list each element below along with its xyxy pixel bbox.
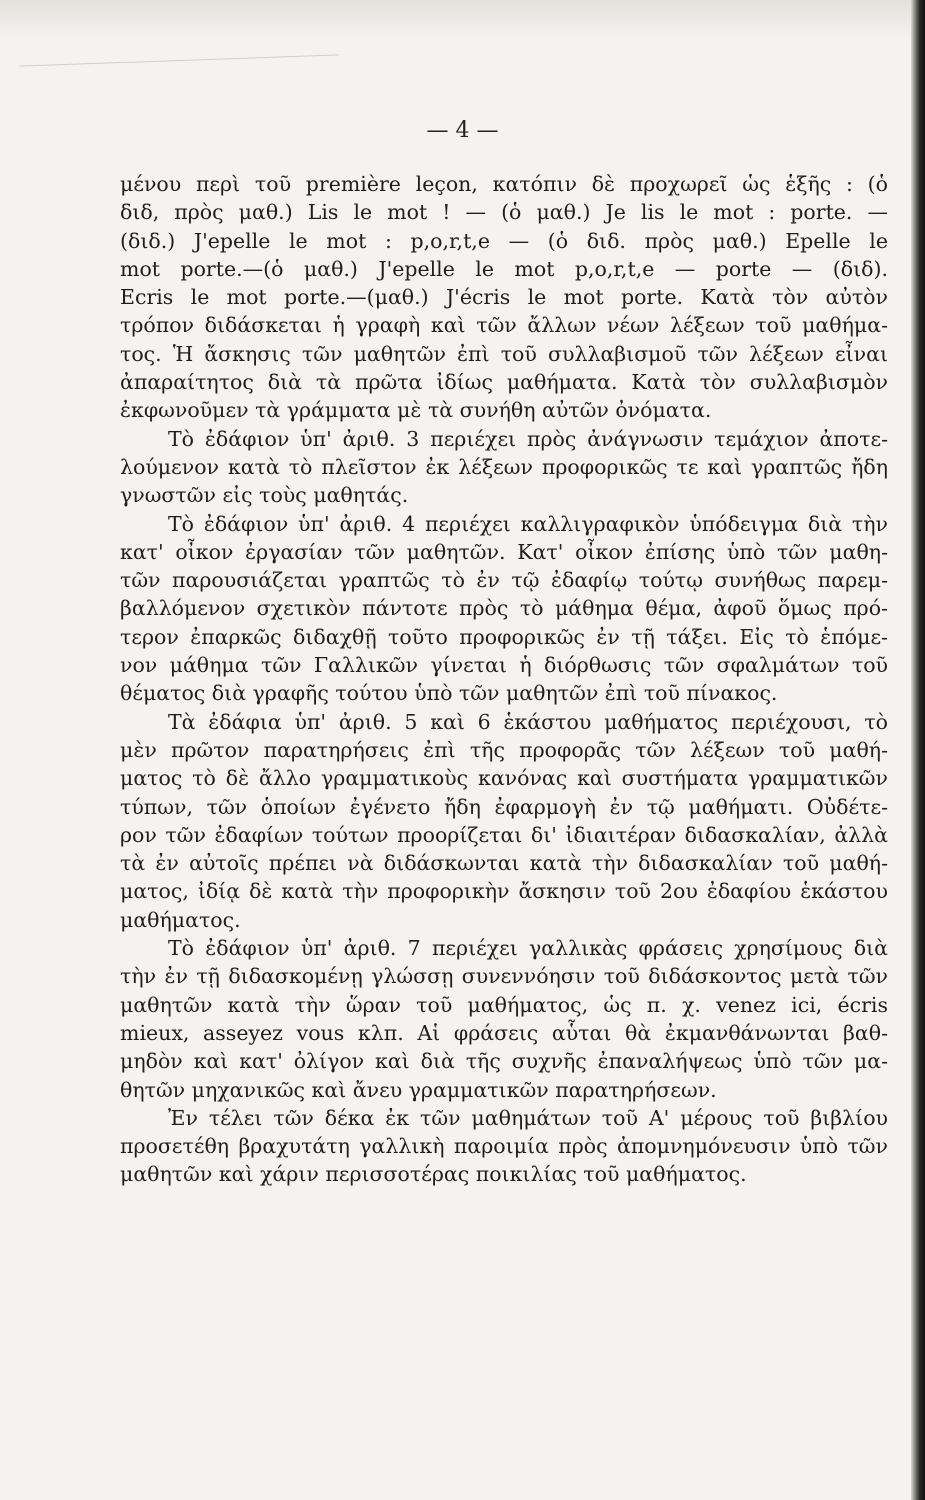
text-line: μὲν πρῶτον παρατηρήσεις ἐπὶ τῆς προφορᾶς τῶν λέξεων τοῦ μαθή- [120, 737, 888, 762]
text-line: προσετέθη βραχυτάτη γαλλικὴ παροιμία πρὸς ἀπομνημόνευσιν ὑπὸ τῶν [120, 1134, 888, 1159]
page-right-edge [911, 0, 925, 1500]
text-line: κατ' οἶκον ἐργασίαν τῶν μαθητῶν. Κατ' οἶκον ἐπίσης ὑπὸ τῶν μαθη- [120, 539, 888, 564]
paper-fold-mark [19, 54, 340, 106]
text-line: τὴν ἐν τῇ διδασκομένῃ γλώσσῃ συνεννόησιν τοῦ διδάσκοντος μετὰ τῶν [120, 964, 888, 989]
text-line: θέματος διὰ γραφῆς τούτου ὑπὸ τῶν μαθητῶν ἐπὶ τοῦ πίνακος. [120, 681, 778, 706]
text-line: τρόπον διδάσκεται ἡ γραφὴ καὶ τῶν ἄλλων νέων λέξεων τοῦ μαθήμα- [120, 313, 888, 338]
text-line: Ἐν τέλει τῶν δέκα ἐκ τῶν μαθημάτων τοῦ Α' μέρους τοῦ βιβλίου [168, 1105, 888, 1130]
body-text [120, 170, 888, 1189]
text-line: λούμενον κατὰ τὸ πλεῖστον ἐκ λέξεων προφορικῶς τε καὶ γραπτῶς ἤδη [120, 454, 888, 479]
text-line: ρον τῶν ἐδαφίων τούτων προορίζεται δι' ἰδιαιτέραν διδασκαλίαν, ἀλλὰ [120, 822, 888, 847]
text-line: Τὸ ἐδάφιον ὑπ' ἀριθ. 4 περιέχει καλλιγραφικὸν ὑπόδειγμα διὰ τὴν [168, 511, 888, 536]
text-line: διδ, πρὸς μαθ.) Lis le mot ! — (ὁ μαθ.) Je lis le mot : porte. — [120, 200, 888, 225]
text-line: μαθήματος. [120, 907, 241, 932]
text-line: (διδ.) J'epelle le mot : p,o,r,t,e — (ὁ διδ. πρὸς μαθ.) Epelle le [120, 228, 888, 253]
text-line: μαθητῶν καὶ χάριν περισσοτέρας ποικιλίας τοῦ μαθήματος. [120, 1162, 747, 1187]
text-line: μηδὸν καὶ κατ' ὀλίγον καὶ διὰ τῆς συχνῆς ἐπαναλήψεως ὑπὸ τῶν μα- [120, 1049, 888, 1074]
text-line: τὰ ἐν αὐτοῖς πρέπει νὰ διδάσκωνται κατὰ τὴν διδασκαλίαν τοῦ μαθή- [120, 851, 888, 876]
page-top-shadow [0, 0, 925, 40]
text-line: Τὸ ἐδάφιον ὑπ' ἀριθ. 3 περιέχει πρὸς ἀνάγνωσιν τεμάχιον ἀποτε- [168, 426, 888, 451]
text-line: τος. Ἡ ἄσκησις τῶν μαθητῶν ἐπὶ τοῦ συλλαβισμοῦ τῶν λέξεων εἶναι [120, 341, 888, 366]
text-line: ἀπαραίτητος διὰ τὰ πρῶτα ἰδίως μαθήματα. Κατὰ τὸν συλλαβισμὸν [120, 370, 888, 395]
text-line: βαλλόμενον σχετικὸν πάντοτε πρὸς τὸ μάθημα θέμα, ἀφοῦ ὅμως πρό- [120, 596, 888, 621]
page-number: — 4 — [426, 118, 499, 143]
text-line: Τὸ ἐδάφιον ὑπ' ἀριθ. 7 περιέχει γαλλικὰς φράσεις χρησίμους διὰ [168, 936, 888, 961]
text-line: mieux, asseyez vous κλπ. Αἱ φράσεις αὗται θὰ ἐκμανθάνωνται βαθ- [120, 1020, 888, 1045]
text-line: τερον ἐπαρκῶς διδαχθῇ τοῦτο προφορικῶς ἐν τῇ τάξει. Εἰς τὸ ἑπόμε- [120, 624, 888, 649]
text-line: ματος τὸ δὲ ἄλλο γραμματικοὺς κανόνας καὶ συστήματα γραμματικῶν [120, 766, 888, 791]
text-line: γνωστῶν εἰς τοὺς μαθητάς. [120, 483, 409, 508]
text-line: νον μάθημα τῶν Γαλλικῶν γίνεται ἡ διόρθωσις τῶν σφαλμάτων τοῦ [120, 653, 888, 678]
text-line: τύπων, τῶν ὁποίων ἐγένετο ἤδη ἐφαρμογὴ ἐν τῷ μαθήματι. Οὐδέτε- [120, 794, 888, 819]
text-line: τῶν παρουσιάζεται γραπτῶς τὸ ἐν τῷ ἐδαφίῳ τούτῳ συνήθως παρεμ- [120, 568, 888, 593]
text-line: mot porte.—(ὁ μαθ.) J'epelle le mot p,o,r,t,e — porte — (διδ). [120, 256, 888, 281]
text-line: μαθητῶν κατὰ τὴν ὥραν τοῦ μαθήματος, ὡς π. χ. venez ici, écris [120, 992, 888, 1017]
text-line: ματος, ἰδίᾳ δὲ κατὰ τὴν προφορικὴν ἄσκησιν τοῦ 2ου ἐδαφίου ἑκάστου [120, 879, 888, 904]
text-line: θητῶν μηχανικῶς καὶ ἄνευ γραμματικῶν παρατηρήσεων. [120, 1077, 717, 1102]
text-line: ἐκφωνοῦμεν τὰ γράμματα μὲ τὰ συνήθη αὐτῶν ὀνόματα. [120, 398, 712, 423]
text-line: Ecris le mot porte.—(μαθ.) J'écris le mot porte. Κατὰ τὸν αὐτὸν [120, 285, 888, 310]
text-line: Τὰ ἐδάφια ὑπ' ἀριθ. 5 καὶ 6 ἑκάστου μαθήματος περιέχουσι, τὸ [168, 709, 888, 734]
text-line: μένου περὶ τοῦ première leçon, κατόπιν δὲ προχωρεῖ ὡς ἑξῆς : (ὁ [120, 172, 888, 196]
